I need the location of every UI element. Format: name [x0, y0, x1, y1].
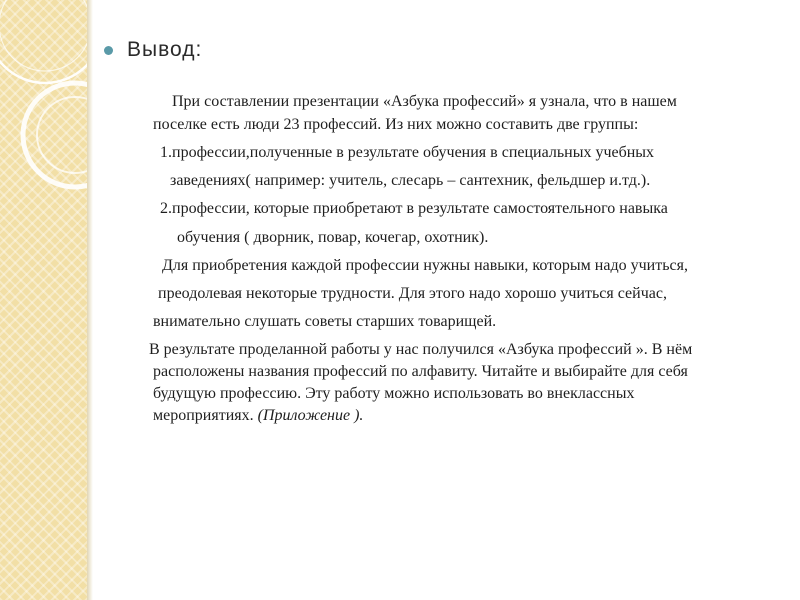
text-line-1: При составлении презентации «Азбука профессий» я узнала, что в нашем	[172, 93, 677, 110]
text-line-5: 2.профессии, которые приобретают в результате самостоятельного навыка	[160, 200, 668, 217]
appendix-reference: (Приложение ).	[257, 407, 364, 424]
text-line-4: заведениях( например: учитель, слесарь – сантехник, фельдшер и.тд.).	[170, 172, 651, 189]
slide-heading	[104, 38, 202, 62]
sidebar-shadow	[87, 0, 93, 600]
text-line-12: будущую профессию. Эту работу можно использовать во внеклассных	[153, 385, 635, 402]
text-line-13	[153, 407, 363, 425]
text-line-3: 1.профессии,полученные в результате обучения в специальных учебных	[160, 144, 655, 161]
text-line-13-prefix: мероприятиях.	[153, 407, 258, 424]
text-line-2: поселке есть люди 23 профессий. Из них можно составить две группы:	[153, 116, 639, 133]
text-line-7: Для приобретения каждой профессии нужны навыки, которым надо учиться,	[162, 257, 688, 274]
heading-text: Вывод:	[127, 38, 203, 61]
text-line-11: расположены названия профессий по алфавиту. Читайте и выбирайте для себя	[153, 363, 688, 380]
text-line-10: В результате проделанной работы у нас получился «Азбука профессий ». В нём	[149, 341, 693, 358]
decorative-sidebar	[0, 0, 87, 600]
text-line-9: внимательно слушать советы старших товарищей.	[153, 313, 497, 330]
bullet-icon	[104, 46, 113, 55]
decorative-rings	[0, 0, 87, 600]
text-line-6: обучения ( дворник, повар, кочегар, охотник).	[177, 229, 489, 246]
text-line-8: преодолевая некоторые трудности. Для этого надо хорошо учиться сейчас,	[158, 285, 667, 302]
